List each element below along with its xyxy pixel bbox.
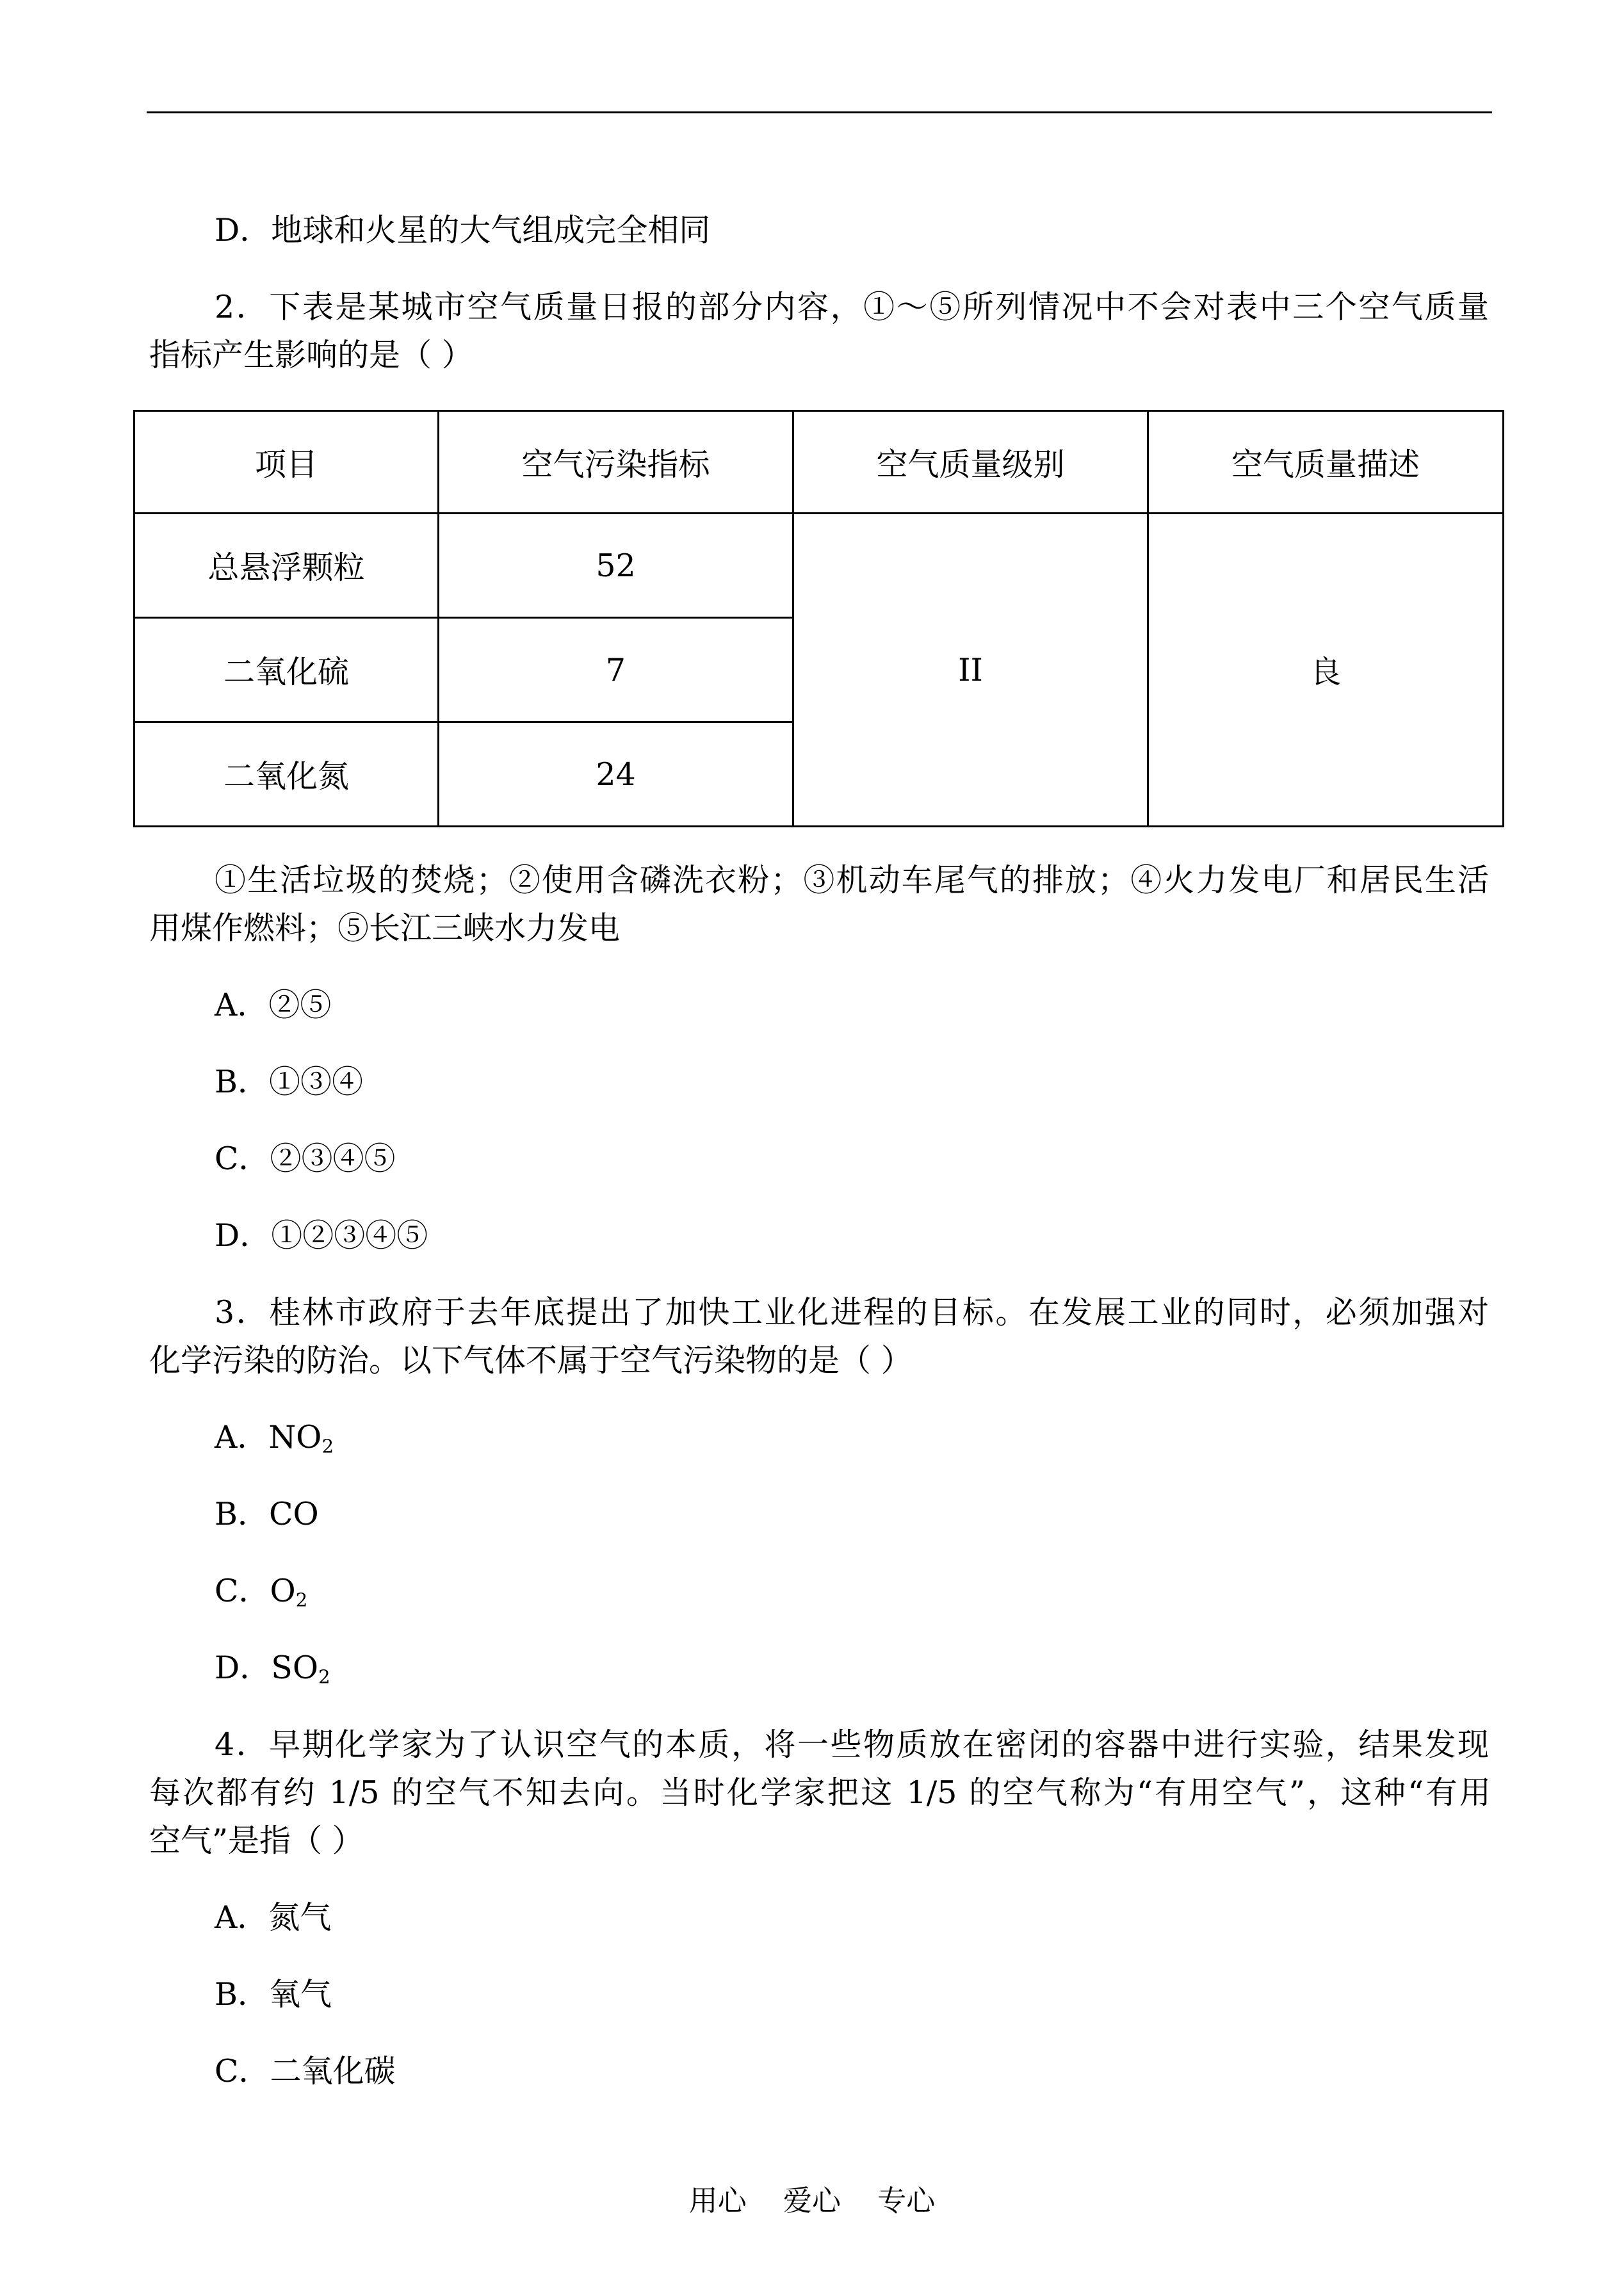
quality-level-cell: II (793, 514, 1148, 827)
q3-option-c (215, 1572, 307, 1619)
q3-option-b (215, 1495, 319, 1542)
page-footer: 用心 爱心 专心 (688, 2184, 936, 2218)
quality-description-cell: 良 (1148, 514, 1504, 827)
q4-stem-line-3: 空气”是指（ ） (149, 1822, 364, 1859)
q3-option-d (215, 1649, 330, 1696)
header-quality-description: 空气质量描述 (1148, 411, 1504, 514)
row-index: 52 (439, 514, 793, 618)
header-item: 项目 (134, 411, 439, 514)
q4-option-c: C．二氧化碳 (215, 2053, 396, 2089)
q3-stem-line-1: 3．桂林市政府于去年底提出了加快工业化进程的目标。在发展工业的同时，必须加强对 (215, 1294, 1489, 1331)
q2-stem-line-2: 指标产生影响的是（ ） (149, 337, 473, 373)
subscript: 2 (318, 1666, 330, 1688)
q2-option-c: C．②③④⑤ (215, 1140, 396, 1177)
option-text: B．CO (215, 1496, 319, 1532)
option-text: C．O (215, 1573, 296, 1609)
table-row (134, 514, 1504, 618)
q2-items-line-1: ①生活垃圾的焚烧；②使用含磷洗衣粉；③机动车尾气的排放；④火力发电厂和居民生活 (215, 862, 1489, 898)
q1-option-d: D．地球和火星的大气组成完全相同 (215, 212, 711, 248)
subscript: 2 (321, 1435, 334, 1457)
air-quality-table (133, 410, 1504, 827)
row-item: 二氧化硫 (134, 618, 439, 722)
q2-option-b: B．①③④ (215, 1064, 364, 1100)
q4-stem-line-1: 4．早期化学家为了认识空气的本质，将一些物质放在密闭的容器中进行实验，结果发现 (215, 1726, 1489, 1763)
option-text: D．SO (215, 1650, 319, 1686)
header-quality-level: 空气质量级别 (793, 411, 1148, 514)
table-header-row (134, 411, 1504, 514)
q2-stem-line-1: 2．下表是某城市空气质量日报的部分内容，①～⑤所列情况中不会对表中三个空气质量 (215, 289, 1489, 325)
row-index: 7 (439, 618, 793, 722)
header-pollution-index: 空气污染指标 (439, 411, 793, 514)
q4-option-a: A．氮气 (215, 1899, 332, 1936)
row-index: 24 (439, 722, 793, 827)
header-rule (147, 111, 1492, 113)
option-text: A．NO (215, 1419, 322, 1456)
row-item: 二氧化氮 (134, 722, 439, 827)
q2-option-a: A．②⑤ (215, 987, 332, 1023)
subscript: 2 (295, 1589, 308, 1611)
row-item: 总悬浮颗粒 (134, 514, 439, 618)
q4-option-b: B．氧气 (215, 1976, 332, 2013)
q2-items-line-2: 用煤作燃料；⑤长江三峡水力发电 (149, 910, 621, 946)
q2-option-d: D．①②③④⑤ (215, 1217, 428, 1254)
q3-option-a (215, 1418, 334, 1465)
q4-stem-line-2: 每次都有约 1/5 的空气不知去向。当时化学家把这 1/5 的空气称为“有用空气”，这种“有用 (149, 1774, 1491, 1811)
q3-stem-line-2: 化学污染的防治。以下气体不属于空气污染物的是（ ） (149, 1342, 913, 1379)
